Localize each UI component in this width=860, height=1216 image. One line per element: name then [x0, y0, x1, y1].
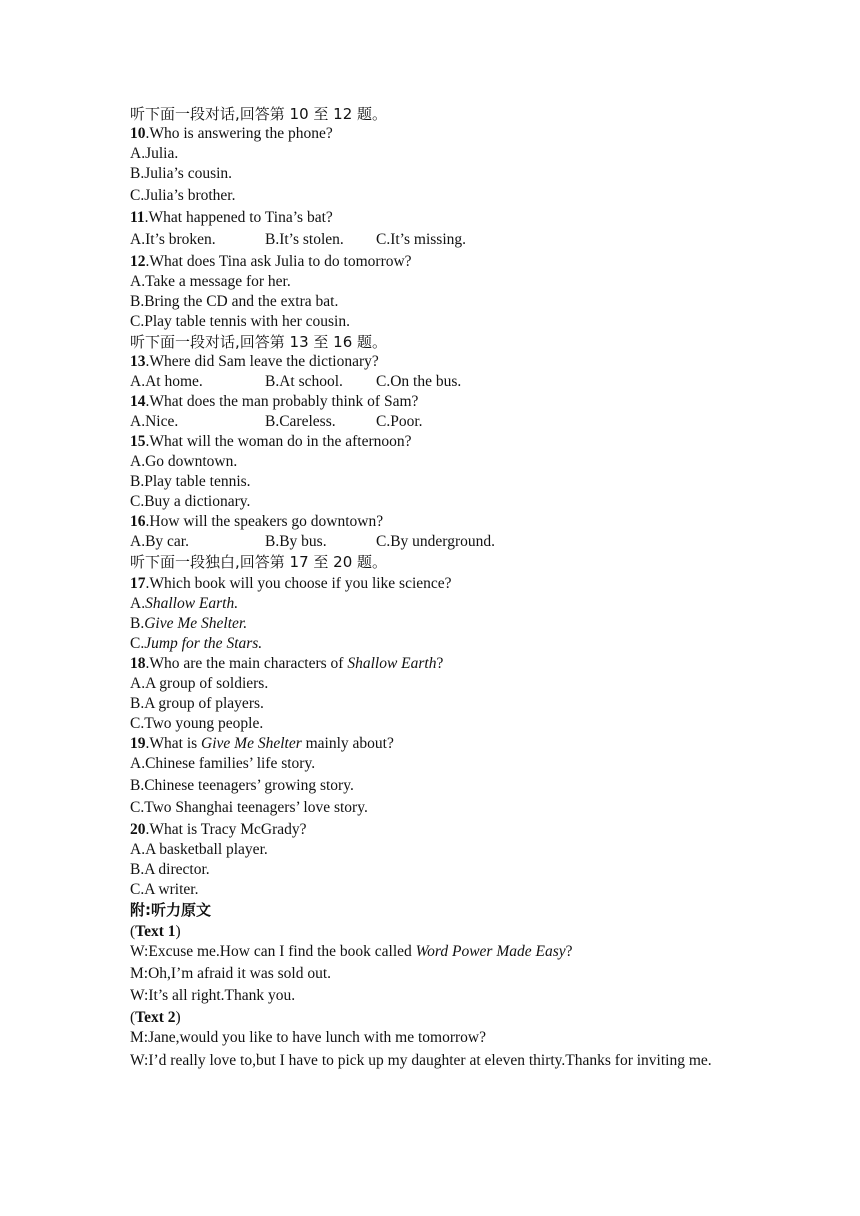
question-16 — [130, 512, 730, 532]
book-title: Give Me Shelter. — [144, 615, 248, 632]
option-letter: B. — [130, 615, 145, 632]
text-label: Text 2 — [135, 1009, 176, 1026]
option-a: A.At home. — [130, 373, 203, 390]
option-b: B.By bus. — [265, 533, 327, 550]
question-19 — [130, 734, 730, 754]
option-b: B.Careless. — [265, 413, 336, 430]
option-c: C.A writer. — [130, 881, 199, 898]
question-10 — [130, 124, 730, 144]
option-a: A.A basketball player. — [130, 841, 268, 858]
option-b: B.Play table tennis. — [130, 473, 251, 490]
text-1-heading — [130, 922, 730, 942]
option-b: B.It’s stolen. — [265, 231, 344, 248]
question-number: 12 — [130, 253, 146, 270]
option-c: C.Buy a dictionary. — [130, 493, 251, 510]
option-a: A.Julia. — [130, 145, 179, 162]
book-title: Shallow Earth — [347, 655, 437, 672]
question-14 — [130, 392, 730, 412]
section-header-2: 听下面一段对话,回答第 13 至 16 题。 — [130, 333, 388, 351]
question-text: .What is — [145, 735, 202, 752]
option-a: A.Go downtown. — [130, 453, 238, 470]
text-label: Text 1 — [135, 923, 176, 940]
question-text: .Who is answering the phone? — [145, 125, 333, 142]
question-text: .What does Tina ask Julia to do tomorrow? — [145, 253, 412, 270]
option-c: C.Two Shanghai teenagers’ love story. — [130, 799, 368, 816]
option-a: A.A group of soldiers. — [130, 675, 269, 692]
question-number: 11 — [130, 209, 145, 226]
question-number: 17 — [130, 575, 146, 592]
option-c — [130, 634, 730, 654]
question-text: .How will the speakers go downtown? — [145, 513, 384, 530]
transcript-line: W:I’d really love to,but I have to pick up my daughter at eleven thirty.Thanks for inviting me. — [130, 1052, 712, 1069]
section-header-1: 听下面一段对话,回答第 10 至 12 题。 — [130, 105, 388, 123]
question-text: .Where did Sam leave the dictionary? — [145, 353, 379, 370]
paren-open: ( — [130, 923, 136, 940]
question-15 — [130, 432, 730, 452]
question-13 — [130, 352, 730, 372]
book-title: Word Power Made Easy — [415, 943, 566, 960]
question-17 — [130, 574, 730, 594]
option-c: C.It’s missing. — [376, 231, 467, 248]
option-a: A.Take a message for her. — [130, 273, 291, 290]
transcript-line: M:Jane,would you like to have lunch with me tomorrow? — [130, 1029, 487, 1046]
question-text: .What does the man probably think of Sam? — [145, 393, 419, 410]
question-18 — [130, 654, 730, 674]
transcript-line — [130, 942, 730, 964]
question-number: 14 — [130, 393, 146, 410]
question-11 — [130, 208, 730, 230]
option-a: A.By car. — [130, 533, 189, 550]
question-12 — [130, 252, 730, 272]
question-text-end: mainly about? — [301, 735, 394, 752]
question-number: 16 — [130, 513, 146, 530]
option-b: B.Bring the CD and the extra bat. — [130, 293, 339, 310]
option-b: B.Julia’s cousin. — [130, 165, 233, 182]
options-row — [130, 412, 730, 432]
option-c: C.By underground. — [376, 533, 495, 550]
option-b — [130, 614, 730, 634]
question-text: .Which book will you choose if you like science? — [145, 575, 452, 592]
book-title: Shallow Earth. — [145, 595, 239, 612]
text-2-heading — [130, 1008, 730, 1028]
question-text-end: ? — [436, 655, 444, 672]
transcript-text: W:Excuse me.How can I find the book called — [130, 943, 416, 960]
option-a — [130, 594, 730, 614]
option-a: A.Chinese families’ life story. — [130, 755, 316, 772]
options-row — [130, 230, 730, 252]
option-c: C.Two young people. — [130, 715, 264, 732]
appendix-title: 附:听力原文 — [130, 901, 211, 919]
question-text: .What is Tracy McGrady? — [145, 821, 307, 838]
option-c: C.Poor. — [376, 413, 423, 430]
options-row — [130, 532, 730, 552]
option-b: B.A director. — [130, 861, 210, 878]
question-text: .What happened to Tina’s bat? — [144, 209, 333, 226]
option-c: C.On the bus. — [376, 373, 462, 390]
paren-open: ( — [130, 1009, 136, 1026]
transcript-text-end: ? — [565, 943, 573, 960]
question-text: .Who are the main characters of — [145, 655, 348, 672]
option-b: B.A group of players. — [130, 695, 264, 712]
question-20 — [130, 820, 730, 840]
option-a: A.Nice. — [130, 413, 179, 430]
option-a: A.It’s broken. — [130, 231, 216, 248]
option-c: C.Julia’s brother. — [130, 187, 236, 204]
document-page — [130, 104, 730, 1072]
paren-close: ) — [175, 1009, 181, 1026]
question-number: 18 — [130, 655, 146, 672]
question-text: .What will the woman do in the afternoon? — [145, 433, 412, 450]
question-number: 15 — [130, 433, 146, 450]
question-number: 20 — [130, 821, 146, 838]
option-letter: C. — [130, 635, 145, 652]
question-number: 13 — [130, 353, 146, 370]
book-title: Jump for the Stars. — [144, 635, 263, 652]
transcript-line: M:Oh,I’m afraid it was sold out. — [130, 965, 332, 982]
section-header-3: 听下面一段独白,回答第 17 至 20 题。 — [130, 553, 388, 571]
option-b: B.Chinese teenagers’ growing story. — [130, 777, 354, 794]
option-b: B.At school. — [265, 373, 343, 390]
transcript-line: W:It’s all right.Thank you. — [130, 987, 296, 1004]
book-title: Give Me Shelter — [201, 735, 302, 752]
paren-close: ) — [175, 923, 181, 940]
option-letter: A. — [130, 595, 146, 612]
question-number: 19 — [130, 735, 146, 752]
options-row — [130, 372, 730, 392]
option-c: C.Play table tennis with her cousin. — [130, 313, 350, 330]
question-number: 10 — [130, 125, 146, 142]
